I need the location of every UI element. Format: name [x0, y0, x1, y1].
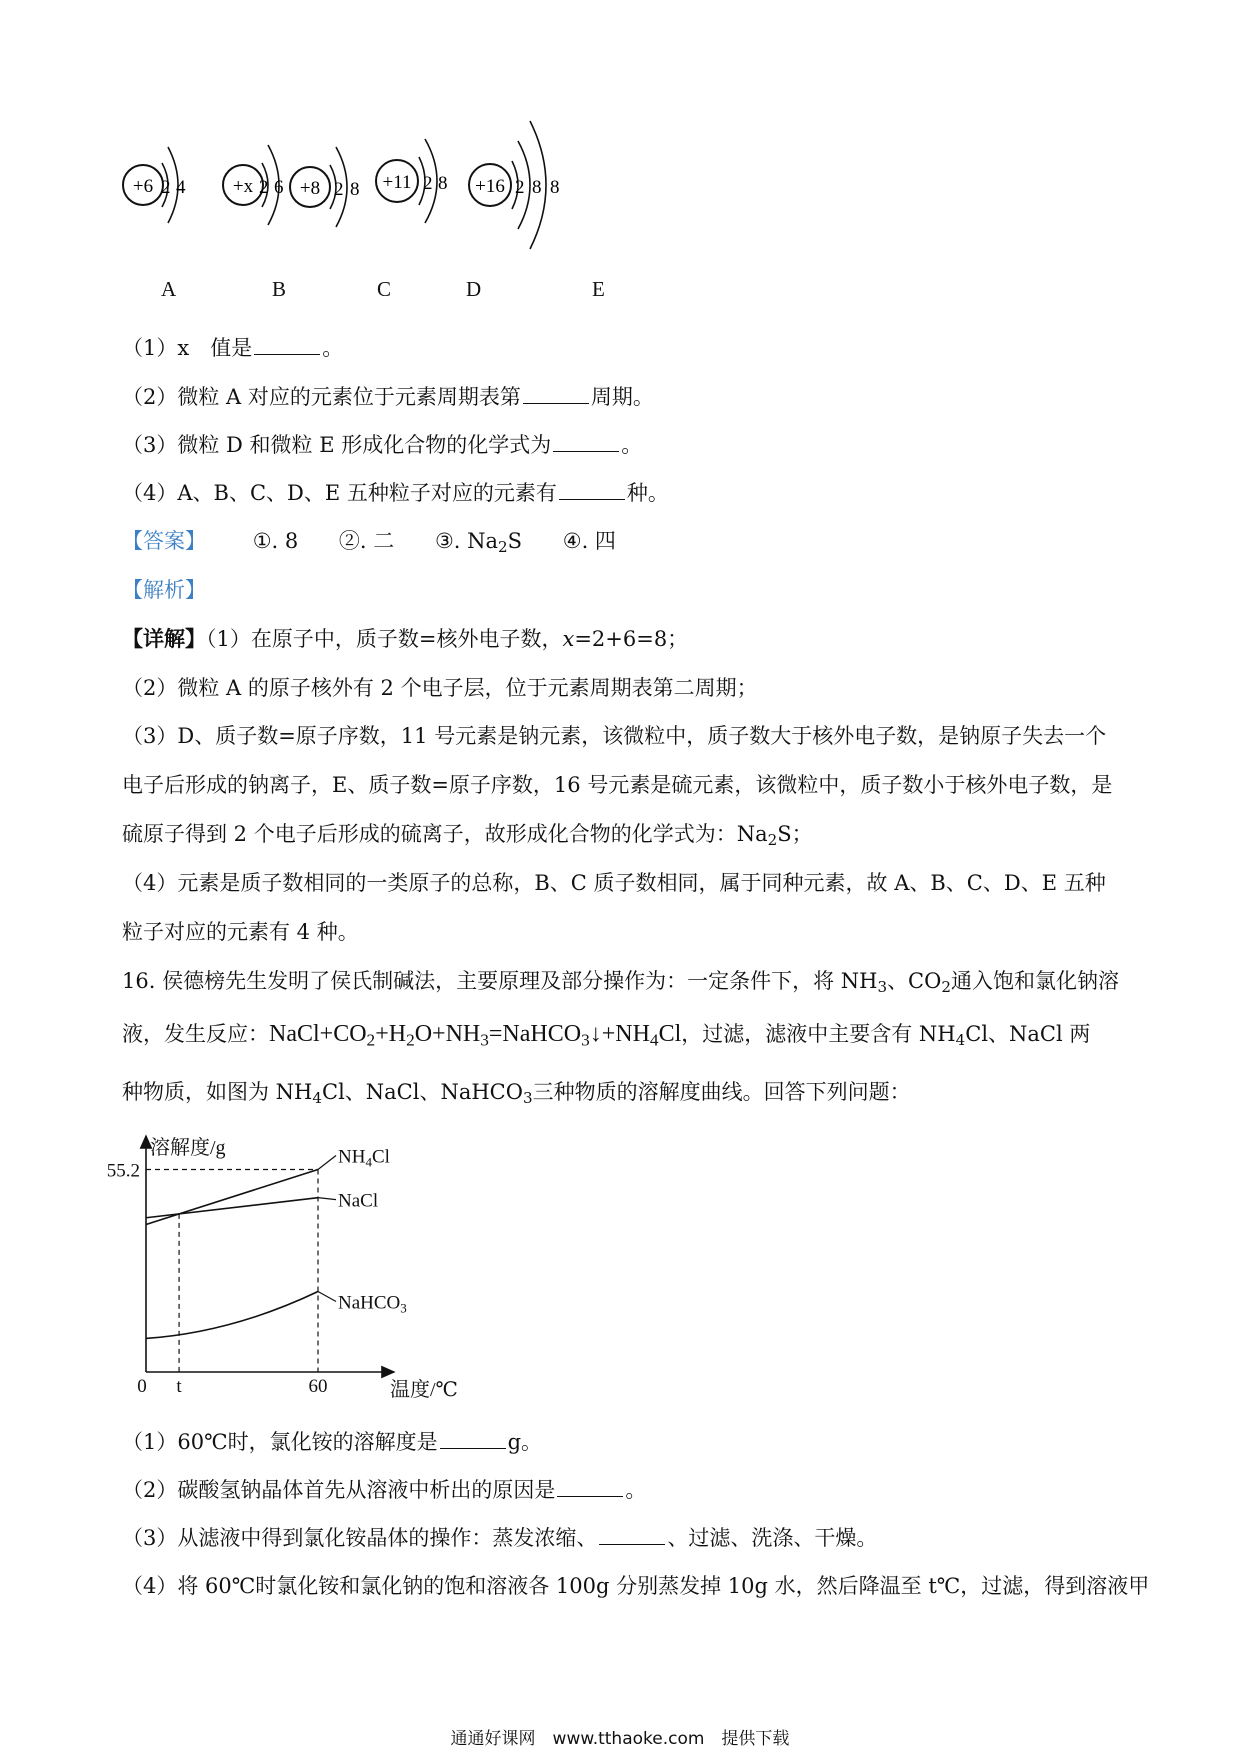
detail-3a: （3）D、质子数=原子序数，11 号元素是钠元素，该微粒中，质子数大于核外电子数，是钠原子失去一个: [122, 724, 1107, 748]
atom-A: [123, 147, 186, 223]
atom-B-shell-1: 2: [259, 177, 269, 198]
q16-intro-1: 16. 侯德榜先生发明了侯氏制碱法，主要原理及部分操作为：一定条件下，将 $NH_3$、$CO_2$通入饱和氯化钠溶: [122, 969, 1119, 996]
atom-C-shell-2: 8: [350, 179, 360, 200]
series-label: $NH_4Cl$: [338, 1146, 390, 1170]
q15-sub2: （2）微粒 A 对应的元素位于元素周期表第 周期。: [122, 385, 654, 409]
leader-line: [318, 1155, 336, 1169]
nacl-curve: [146, 1198, 318, 1218]
answer-blank: [440, 1430, 506, 1449]
chart-axes: [146, 1136, 394, 1372]
y-tick-label: 55.2: [106, 1160, 140, 1182]
atom-E-shell-1: 2: [515, 177, 525, 198]
series-label: NaHCO$_3$: [338, 1292, 407, 1316]
answer-blank: [523, 385, 589, 404]
solubility-chart: [100, 1130, 458, 1410]
q15-sub3: （3）微粒 D 和微粒 E 形成化合物的化学式为 。: [122, 433, 643, 457]
chart-series: [146, 1155, 336, 1338]
atom-B-nucleus: +x: [232, 176, 254, 197]
atom-C-label: C: [377, 277, 392, 301]
detail-3b: 电子后形成的钠离子，E、质子数=原子序数，16 号元素是硫元素，该微粒中，质子数小于核外电子数，是: [122, 773, 1113, 797]
x-tick-label: 0: [137, 1376, 147, 1397]
q16-sub4: （4）将 60℃时氯化铵和氯化钠的饱和溶液各 100g 分别蒸发掉 10g 水，然后降温至 t℃，过滤，得到溶液甲: [122, 1574, 1150, 1598]
y-axis-label: 溶解度/g: [150, 1137, 226, 1159]
q15-sub4: （4）A、B、C、D、E 五种粒子对应的元素有 种。: [122, 481, 669, 505]
nh4cl-curve: [146, 1169, 318, 1224]
answer-line: 【答案】 ①. 8 ②. 二 ③. $Na_2S$ ④. 四: [122, 529, 616, 556]
leader-line: [318, 1292, 336, 1302]
x-tick-label: t: [176, 1376, 182, 1397]
atom-B-shell-2: 6: [274, 177, 284, 198]
q16-sub3: （3）从滤液中得到氯化铵晶体的操作：蒸发浓缩、 、过滤、洗涤、干燥。: [122, 1526, 878, 1550]
detail-2: （2）微粒 A 的原子核外有 2 个电子层，位于元素周期表第二周期；: [122, 676, 758, 700]
detail-4b: 粒子对应的元素有 4 种。: [122, 920, 359, 944]
detail-1: 【详解】（1）在原子中，质子数=核外电子数，x=2+6=8；: [122, 626, 689, 651]
page-footer: 通通好课网 www.tthaoke.com 提供下载: [450, 1729, 790, 1749]
nahco3-curve: [146, 1292, 318, 1339]
x-axis-label: 温度/℃: [390, 1379, 458, 1401]
atom-A-shell-1: 2: [161, 177, 171, 198]
detail-3c: 硫原子得到 2 个电子后形成的硫离子，故形成化合物的化学式为：$Na_2S$；: [122, 822, 813, 849]
series-label: NaCl: [338, 1190, 379, 1212]
chart-labels: [107, 1136, 458, 1401]
answer-blank: [557, 1478, 623, 1497]
atom-E-label: E: [592, 277, 605, 301]
q16-sub1: （1）60℃时，氯化铵的溶解度是 g。: [122, 1430, 543, 1454]
detail-4a: （4）元素是质子数相同的一类原子的总称，B、C 质子数相同，属于同种元素，故 A、B、C、D、E 五种: [122, 871, 1106, 895]
atom-E-shell-3: 8: [550, 177, 560, 198]
q15-sub1: （1）x 值是 。: [122, 336, 344, 360]
q16-intro-2: 液，发生反应：$NaCl+CO_2+H_2O+NH_3=NaHCO_3↓+NH_4Cl$，过滤，滤液中主要含有 $NH_4Cl$、NaCl 两: [122, 1021, 1091, 1050]
atom-C-shell-1: 2: [334, 179, 344, 200]
reaction-equation: $NaCl+CO_2+H_2O+NH_3=NaHCO_3↓+NH_4Cl$: [269, 1021, 682, 1050]
answer-blank: [599, 1526, 665, 1545]
x-tick-label: 60: [308, 1376, 328, 1397]
atom-A-shell-2: 4: [176, 177, 186, 198]
atom-E-shell-2: 8: [532, 177, 542, 198]
atom-B-label: B: [272, 277, 287, 301]
atom-D-shell-2: 8: [438, 173, 448, 194]
atom-B: [223, 145, 284, 225]
atom-D-nucleus: +11: [382, 172, 412, 193]
answer-tag: 【答案】: [122, 529, 206, 553]
atom-A-nucleus: +6: [132, 176, 154, 197]
detail-tag: 【详解】: [122, 626, 206, 651]
q16-intro-3: 种物质，如图为 $NH_4Cl$、NaCl、NaHCO$_3$三种物质的溶解度曲线。回答下列问题：: [122, 1080, 911, 1107]
atom-C: [290, 147, 360, 227]
analysis-tag: 【解析】: [122, 578, 206, 602]
atom-D-label: D: [466, 277, 482, 301]
answer-blank: [254, 336, 320, 355]
answer-blank: [553, 433, 619, 452]
answer-blank: [559, 481, 625, 500]
q16-sub2: （2）碳酸氢钠晶体首先从溶液中析出的原因是 。: [122, 1478, 647, 1502]
atom-E: [469, 121, 560, 249]
atom-D-shell-1: 2: [423, 173, 433, 194]
atom-E-nucleus: +16: [475, 176, 505, 197]
atom-A-label: A: [161, 277, 177, 301]
atom-structure-diagram: [110, 105, 650, 265]
atom-D: [376, 139, 448, 223]
atom-C-nucleus: +8: [299, 178, 321, 199]
leader-line: [318, 1198, 336, 1200]
